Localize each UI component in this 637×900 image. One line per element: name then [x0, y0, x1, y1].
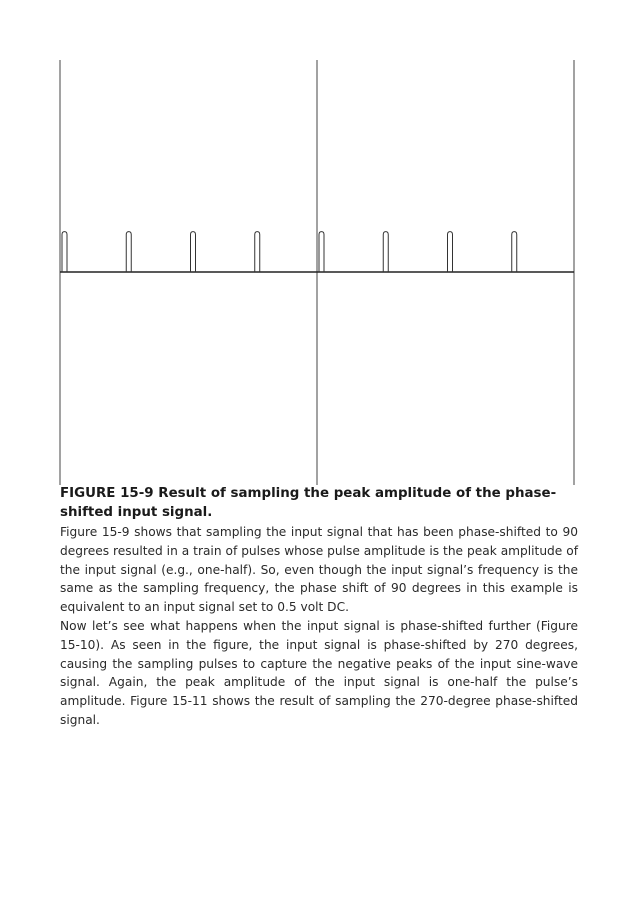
pulse-train-plot [40, 55, 600, 490]
sample-pulse-2 [126, 232, 131, 272]
sample-pulse-1 [62, 232, 67, 272]
sample-pulse-5 [319, 232, 324, 272]
sample-pulse-3 [191, 232, 196, 272]
sample-pulse-8 [512, 232, 517, 272]
figure-caption: FIGURE 15-9 Result of sampling the peak amplitude of the phase-shifted input signal. [60, 486, 557, 520]
pulse-group [62, 232, 517, 272]
paragraph-1: Figure 15-9 shows that sampling the input signal that has been phase-shifted to 90 degrees resulted in a train of pulses whose pulse amplitude is the peak amplitude of the input signal (e.g., one-half). So, even though the input signal’s frequency is the same as the sampling frequency, the phase shift of 90 degrees in this example is equivalent to an input signal set to 0.5 volt DC. [60, 525, 578, 615]
body-text [60, 523, 578, 730]
oscilloscope-figure [40, 55, 600, 490]
sample-pulse-7 [448, 232, 453, 272]
paragraph-2: Now let’s see what happens when the input signal is phase-shifted further (Figure 15-10). As seen in the figure, the input signal is phase-shifted by 270 degrees, causing the sampling pulses to capture the negative peaks of the input sine-wave signal. Again, the peak amplitude of the input signal is one-half the pulse’s amplitude. Figure 15-11 shows the result of sampling the 270-degree phase-shifted signal. [60, 618, 578, 727]
sample-pulse-4 [255, 232, 260, 272]
sample-pulse-6 [383, 232, 388, 272]
